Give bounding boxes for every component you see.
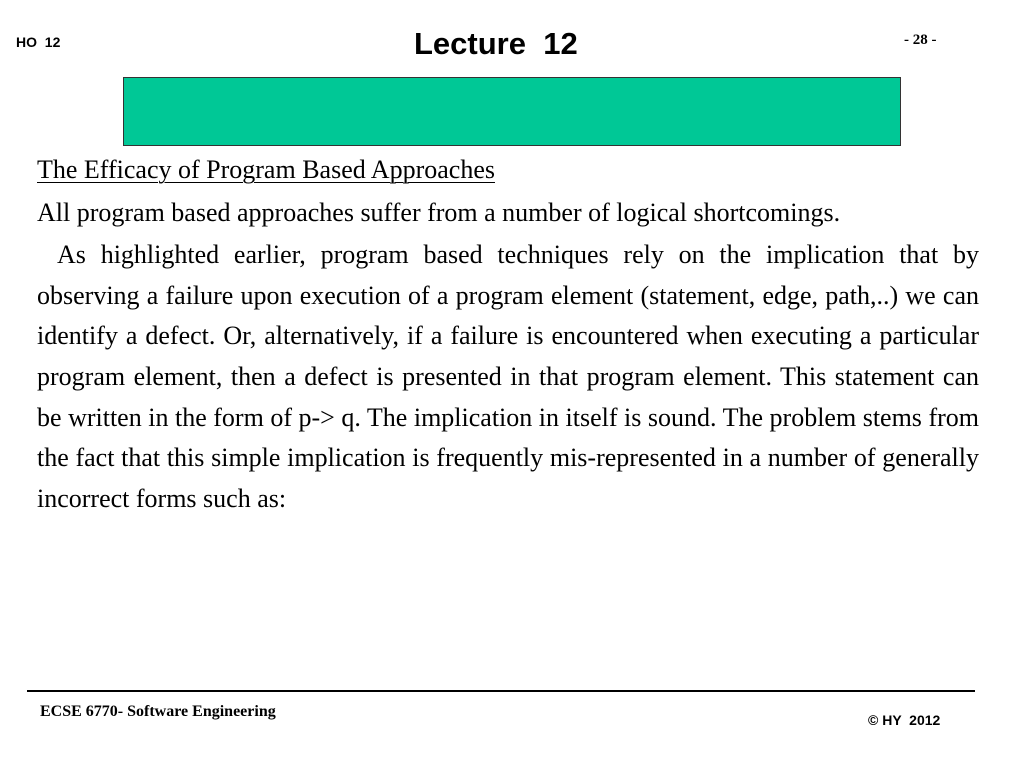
paragraph-implication: As highlighted earlier, program based techniques rely on the implication that by observing a failure upon execution of a program element (statement, edge, path,..) we can identify a defect. Or, alternatively, if a failure is encountered when executing a particular program element, then a defect is presented in that program element. This statement can be written in the form of p-> q. The implication in itself is sound. The problem stems from the fact that this simple implication is frequently mis-represented in a number of generally incorrect forms such as: xyxy=(37,240,979,513)
lecture-title: Lecture 12 xyxy=(414,26,578,61)
copyright-notice: © HY 2012 xyxy=(868,712,941,728)
footer-divider xyxy=(27,690,975,692)
handout-label: HO 12 xyxy=(16,34,61,50)
slide-body xyxy=(37,150,979,519)
section-heading: The Efficacy of Program Based Approaches xyxy=(37,155,495,184)
paragraph-intro: All program based approaches suffer from a number of logical shortcomings. xyxy=(37,197,841,227)
title-banner xyxy=(123,77,901,146)
course-name: ECSE 6770- Software Engineering xyxy=(40,703,276,720)
page-number: - 28 - xyxy=(904,32,937,48)
